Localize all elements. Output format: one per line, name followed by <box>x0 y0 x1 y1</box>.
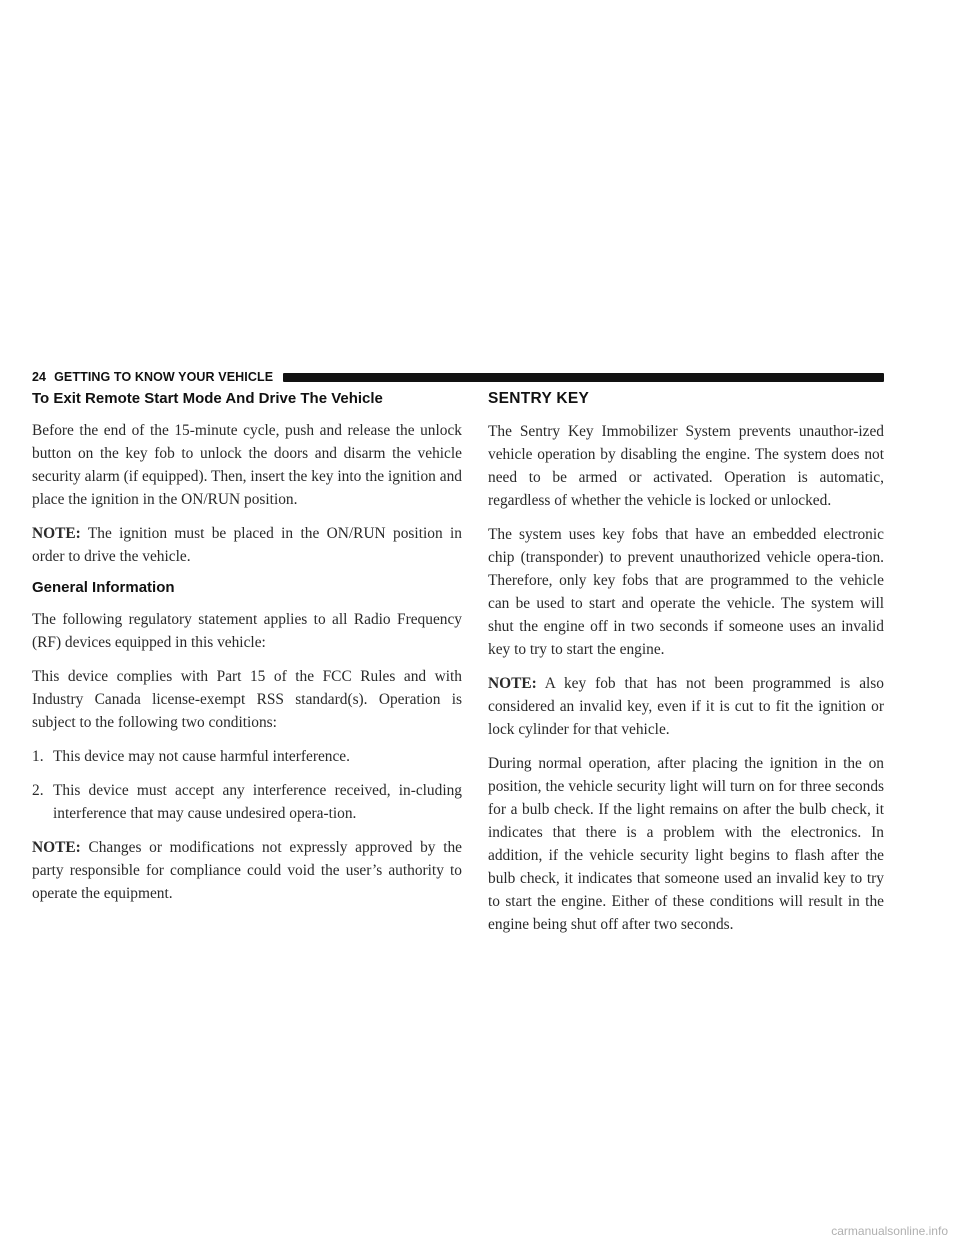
note-invalid-key <box>488 672 884 741</box>
list-item <box>32 779 462 825</box>
heading-exit-remote-start: To Exit Remote Start Mode And Drive The Vehicle <box>32 390 383 407</box>
header-rule <box>283 373 884 382</box>
note-text: The ignition must be placed in the ON/RUN position in order to drive the vehicle. <box>32 525 462 565</box>
page-number: 24 <box>32 370 47 384</box>
paragraph-sentry-intro: The Sentry Key Immobilizer System prevents unauthor-ized vehicle operation by disabling the engine. The system does not need to be armed or activated. Operation is automatic, regardless of whether the vehicle is locked or unlocked. <box>488 423 884 509</box>
section-title: GETTING TO KNOW YOUR VEHICLE <box>54 370 274 384</box>
note-ignition <box>32 522 462 568</box>
note-modifications <box>32 836 462 905</box>
note-label: NOTE: <box>488 675 537 692</box>
paragraph-regulatory-statement: The following regulatory statement applies to all Radio Frequency (RF) devices equipped in this vehicle: <box>32 611 462 651</box>
page-header <box>32 369 884 385</box>
paragraph-exit-remote-start: Before the end of the 15-minute cycle, push and release the unlock button on the key fob to unlock the doors and disarm the vehicle security alarm (if equipped). Then, insert the key into the ignition and place the ignition in the ON/RUN position. <box>32 422 462 508</box>
heading-general-information: General Information <box>32 579 175 596</box>
list-item <box>32 745 462 768</box>
note-text: A key fob that has not been programmed is also considered an invalid key, even if it is cut to fit the ignition or lock cylinder for that vehicle. <box>488 675 884 738</box>
list-item-text: This device must accept any interference received, in-cluding interference that may cause undesired opera-tion. <box>53 782 462 822</box>
paragraph-sentry-transponder: The system uses key fobs that have an embedded electronic chip (transponder) to prevent unauthorized vehicle opera-tion. Therefore, only key fobs that are programmed to the vehicle can be used to start and operate the vehicle. The system will shut the engine off in two seconds if someone uses an invalid key to try to start the engine. <box>488 526 884 658</box>
paragraph-fcc-compliance: This device complies with Part 15 of the FCC Rules and with Industry Canada license-exempt RSS standard(s). Operation is subject to the following two conditions: <box>32 668 462 731</box>
note-label: NOTE: <box>32 839 81 856</box>
note-label: NOTE: <box>32 525 81 542</box>
list-item-number: 2. <box>32 782 44 799</box>
left-column <box>32 390 462 916</box>
paragraph-security-light: During normal operation, after placing the ignition in the on position, the vehicle security light will turn on for three seconds for a bulb check. If the light remains on after the bulb check, it indicates that there is a problem with the electronics. In addition, if the vehicle security light begins to flash after the bulb check, it indicates that someone used an invalid key to try to start the engine. Either of these conditions will result in the engine being shut off after two seconds. <box>488 755 884 933</box>
note-text: Changes or modifications not expressly approved by the party responsible for compliance could void the user’s authority to operate the equipment. <box>32 839 462 902</box>
list-item-text: This device may not cause harmful interference. <box>53 748 350 765</box>
watermark-link[interactable]: carmanualsonline.info <box>831 1224 948 1238</box>
right-column <box>488 390 884 947</box>
conditions-list <box>32 745 462 825</box>
list-item-number: 1. <box>32 748 44 765</box>
heading-sentry-key: SENTRY KEY <box>488 390 590 407</box>
